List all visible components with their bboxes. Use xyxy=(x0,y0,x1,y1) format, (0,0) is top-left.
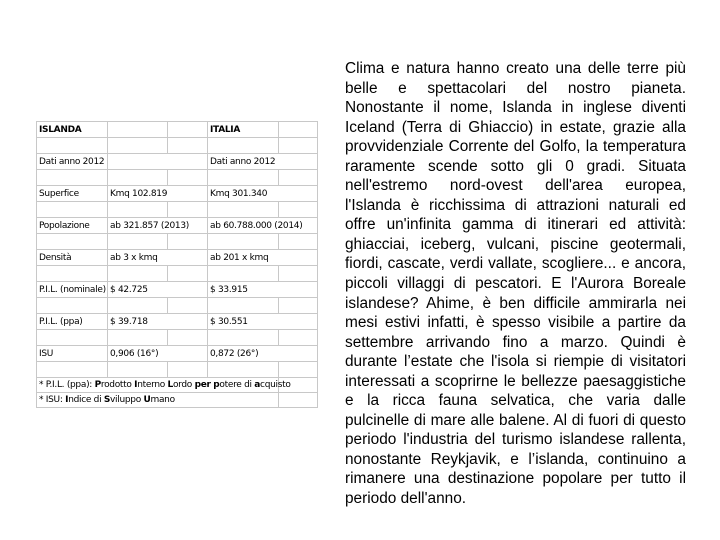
islanda-value xyxy=(108,154,208,170)
islanda-value: 0,906 (16°) xyxy=(108,346,208,362)
row-label: P.I.L. (nominale) xyxy=(37,282,108,298)
row-label: Densità xyxy=(37,250,108,266)
header-islanda: ISLANDA xyxy=(37,122,108,138)
header-italia: ITALIA xyxy=(208,122,279,138)
row-label: Popolazione xyxy=(37,218,108,234)
islanda-value: ab 3 x kmq xyxy=(108,250,208,266)
row-label: P.I.L. (ppa) xyxy=(37,314,108,330)
islanda-value: $ 42.725 xyxy=(108,282,208,298)
description-text xyxy=(345,59,686,509)
row-label: Superfice xyxy=(37,186,108,202)
comparison-table xyxy=(36,121,318,408)
italia-value: 0,872 (26°) xyxy=(208,346,318,362)
table-row xyxy=(37,218,318,234)
footnote: * P.I.L. (ppa): Prodotto Interno Lordo per potere di acquisto xyxy=(37,378,279,393)
table-header-row xyxy=(37,122,318,138)
italia-value: Kmq 301.340 xyxy=(208,186,318,202)
islanda-value: $ 39.718 xyxy=(108,314,208,330)
italia-value: ab 60.788.000 (2014) xyxy=(208,218,318,234)
table-row xyxy=(37,282,318,298)
footnote-row xyxy=(37,378,318,393)
islanda-value: Kmq 102.819 xyxy=(108,186,208,202)
italia-value: ab 201 x kmq xyxy=(208,250,318,266)
italia-value: Dati anno 2012 xyxy=(208,154,318,170)
table-row xyxy=(37,314,318,330)
italia-value: $ 33.915 xyxy=(208,282,318,298)
table-row xyxy=(37,186,318,202)
row-label: Dati anno 2012 xyxy=(37,154,108,170)
table-row xyxy=(37,154,318,170)
islanda-value: ab 321.857 (2013) xyxy=(108,218,208,234)
comparison-table-container xyxy=(36,121,317,408)
row-label: ISU xyxy=(37,346,108,362)
table-row xyxy=(37,346,318,362)
description-paragraph: Clima e natura hanno creato una delle terre più belle e spettacolari del nostro pianeta. Nonostante il nome, Islanda in inglese diventi Iceland (Terra di Ghiaccio) in estate, grazie alla provvidenziale Corrente del Golfo, la temperatura raramente scende sotto gli 0 gradi. Situata nell'estremo nord-ovest dell'area europea, l'Islanda è ricchissima di attrazioni naturali ed offre un'infinita gamma di itinerari ed attività: ghiacciai, iceberg, vulcani, piscine geotermali, fiordi, cascate, verdi vallate, scogliere... e ancora, piccoli villaggi di pescatori. E l'Aurora Boreale islandese? Ahime, è ben difficile ammirarla nei mesi estivi infatti, è spesso visibile a partire da settembre arrivando fino a marzo. Quindi è durante l’estate che l'isola si riempie di visitatori interessati a scoprirne le bellezze paesaggistiche e la ricca fauna selvatica, che varia dalle pulcinelle di mare alle balene. Al di fuori di questo periodo l'industria del turismo islandese rallenta, nonostante Reykjavik, e l’islanda, continuino a rimanere una destinazione popolare per tutto il periodo dell'anno. xyxy=(345,60,686,508)
footnote: * ISU: Indice di Sviluppo Umano xyxy=(37,393,279,408)
italia-value: $ 30.551 xyxy=(208,314,318,330)
footnote-row xyxy=(37,393,318,408)
table-row xyxy=(37,250,318,266)
